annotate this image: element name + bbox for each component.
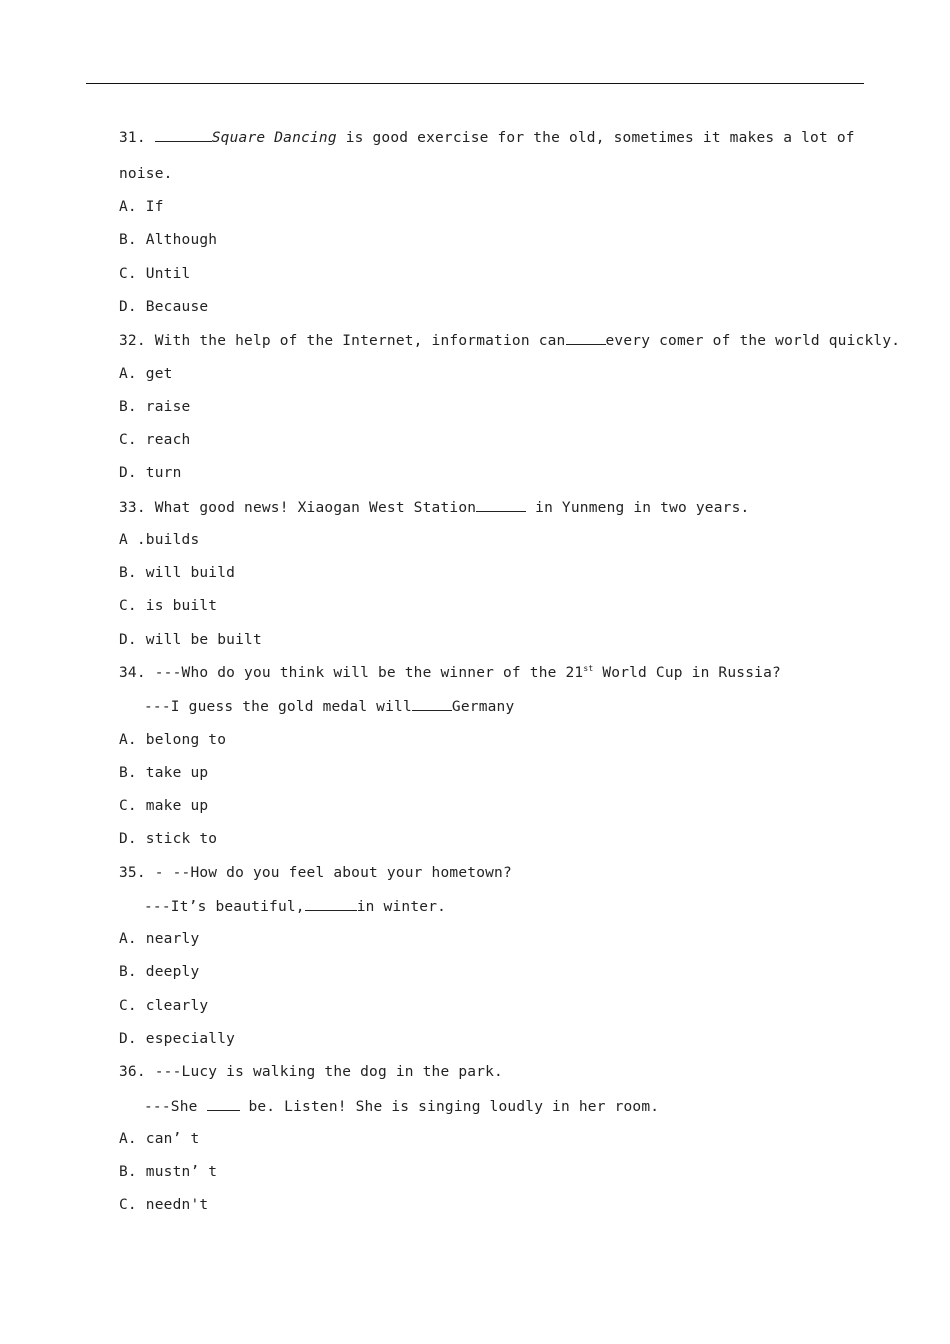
option-c: C. make up — [119, 798, 209, 814]
reply-text: be. Listen! She is singing loudly in her room. — [239, 1099, 660, 1115]
option-d: D. stick to — [119, 831, 218, 847]
option-c: C. clearly — [119, 998, 209, 1014]
option-c: C. needn't — [119, 1197, 209, 1213]
option-d: D. especially — [119, 1031, 236, 1047]
question-34-reply — [144, 696, 514, 717]
question-35-stem: 35. - --How do you feel about your hometown? — [119, 865, 512, 881]
answer-blank — [207, 1096, 240, 1111]
answer-blank — [476, 497, 526, 512]
answer-blank — [155, 127, 212, 142]
question-36-stem: 36. ---Lucy is walking the dog in the park. — [119, 1064, 503, 1080]
option-c: C. is built — [119, 598, 218, 614]
reply-text: Germany — [451, 699, 515, 715]
question-36-reply — [144, 1096, 659, 1117]
option-a: A. If — [119, 199, 164, 215]
option-a: A. nearly — [119, 931, 200, 947]
stem-text: 32. With the help of the Internet, information can — [119, 333, 566, 349]
option-d: D. Because — [119, 299, 209, 315]
option-a: A. get — [119, 366, 173, 382]
question-35-reply — [144, 896, 446, 917]
answer-blank — [305, 896, 357, 911]
reply-text: in winter. — [356, 899, 447, 915]
option-d: D. turn — [119, 465, 182, 481]
question-34-stem — [119, 663, 781, 683]
answer-blank — [566, 330, 606, 345]
option-b: B. take up — [119, 765, 209, 781]
option-b: B. will build — [119, 565, 236, 581]
question-32-stem — [119, 330, 900, 351]
answer-blank — [412, 696, 452, 711]
option-a: A .builds — [119, 532, 200, 548]
stem-text: in Yunmeng in two years. — [526, 500, 750, 516]
option-a: A. can’ t — [119, 1131, 200, 1147]
stem-text: World Cup in Russia? — [593, 665, 781, 681]
reply-text: ---She — [144, 1099, 207, 1115]
option-b: B. raise — [119, 399, 191, 415]
option-c: C. Until — [119, 266, 191, 282]
stem-text: every comer of the world quickly. — [605, 333, 901, 349]
option-b: B. deeply — [119, 964, 200, 980]
option-d: D. will be built — [119, 632, 262, 648]
reply-text: ---It’s beautiful, — [144, 899, 305, 915]
question-31-stem-wrap: noise. — [119, 166, 173, 182]
option-c: C. reach — [119, 432, 191, 448]
ordinal-suffix: st — [583, 664, 594, 673]
question-31-stem — [119, 127, 855, 148]
stem-text: 33. What good news! Xiaogan West Station — [119, 500, 477, 516]
option-b: B. mustn’ t — [119, 1164, 218, 1180]
question-33-stem — [119, 497, 749, 518]
option-b: B. Although — [119, 232, 218, 248]
stem-text: is good exercise for the old, sometimes it makes a lot of — [336, 130, 855, 146]
header-rule — [86, 83, 864, 84]
question-number: 31. — [119, 130, 146, 146]
reply-text: ---I guess the gold medal will — [144, 699, 412, 715]
stem-text: 34. ---Who do you think will be the winner of the 21 — [119, 665, 584, 681]
italic-term: Square Dancing — [211, 130, 337, 146]
option-a: A. belong to — [119, 732, 227, 748]
